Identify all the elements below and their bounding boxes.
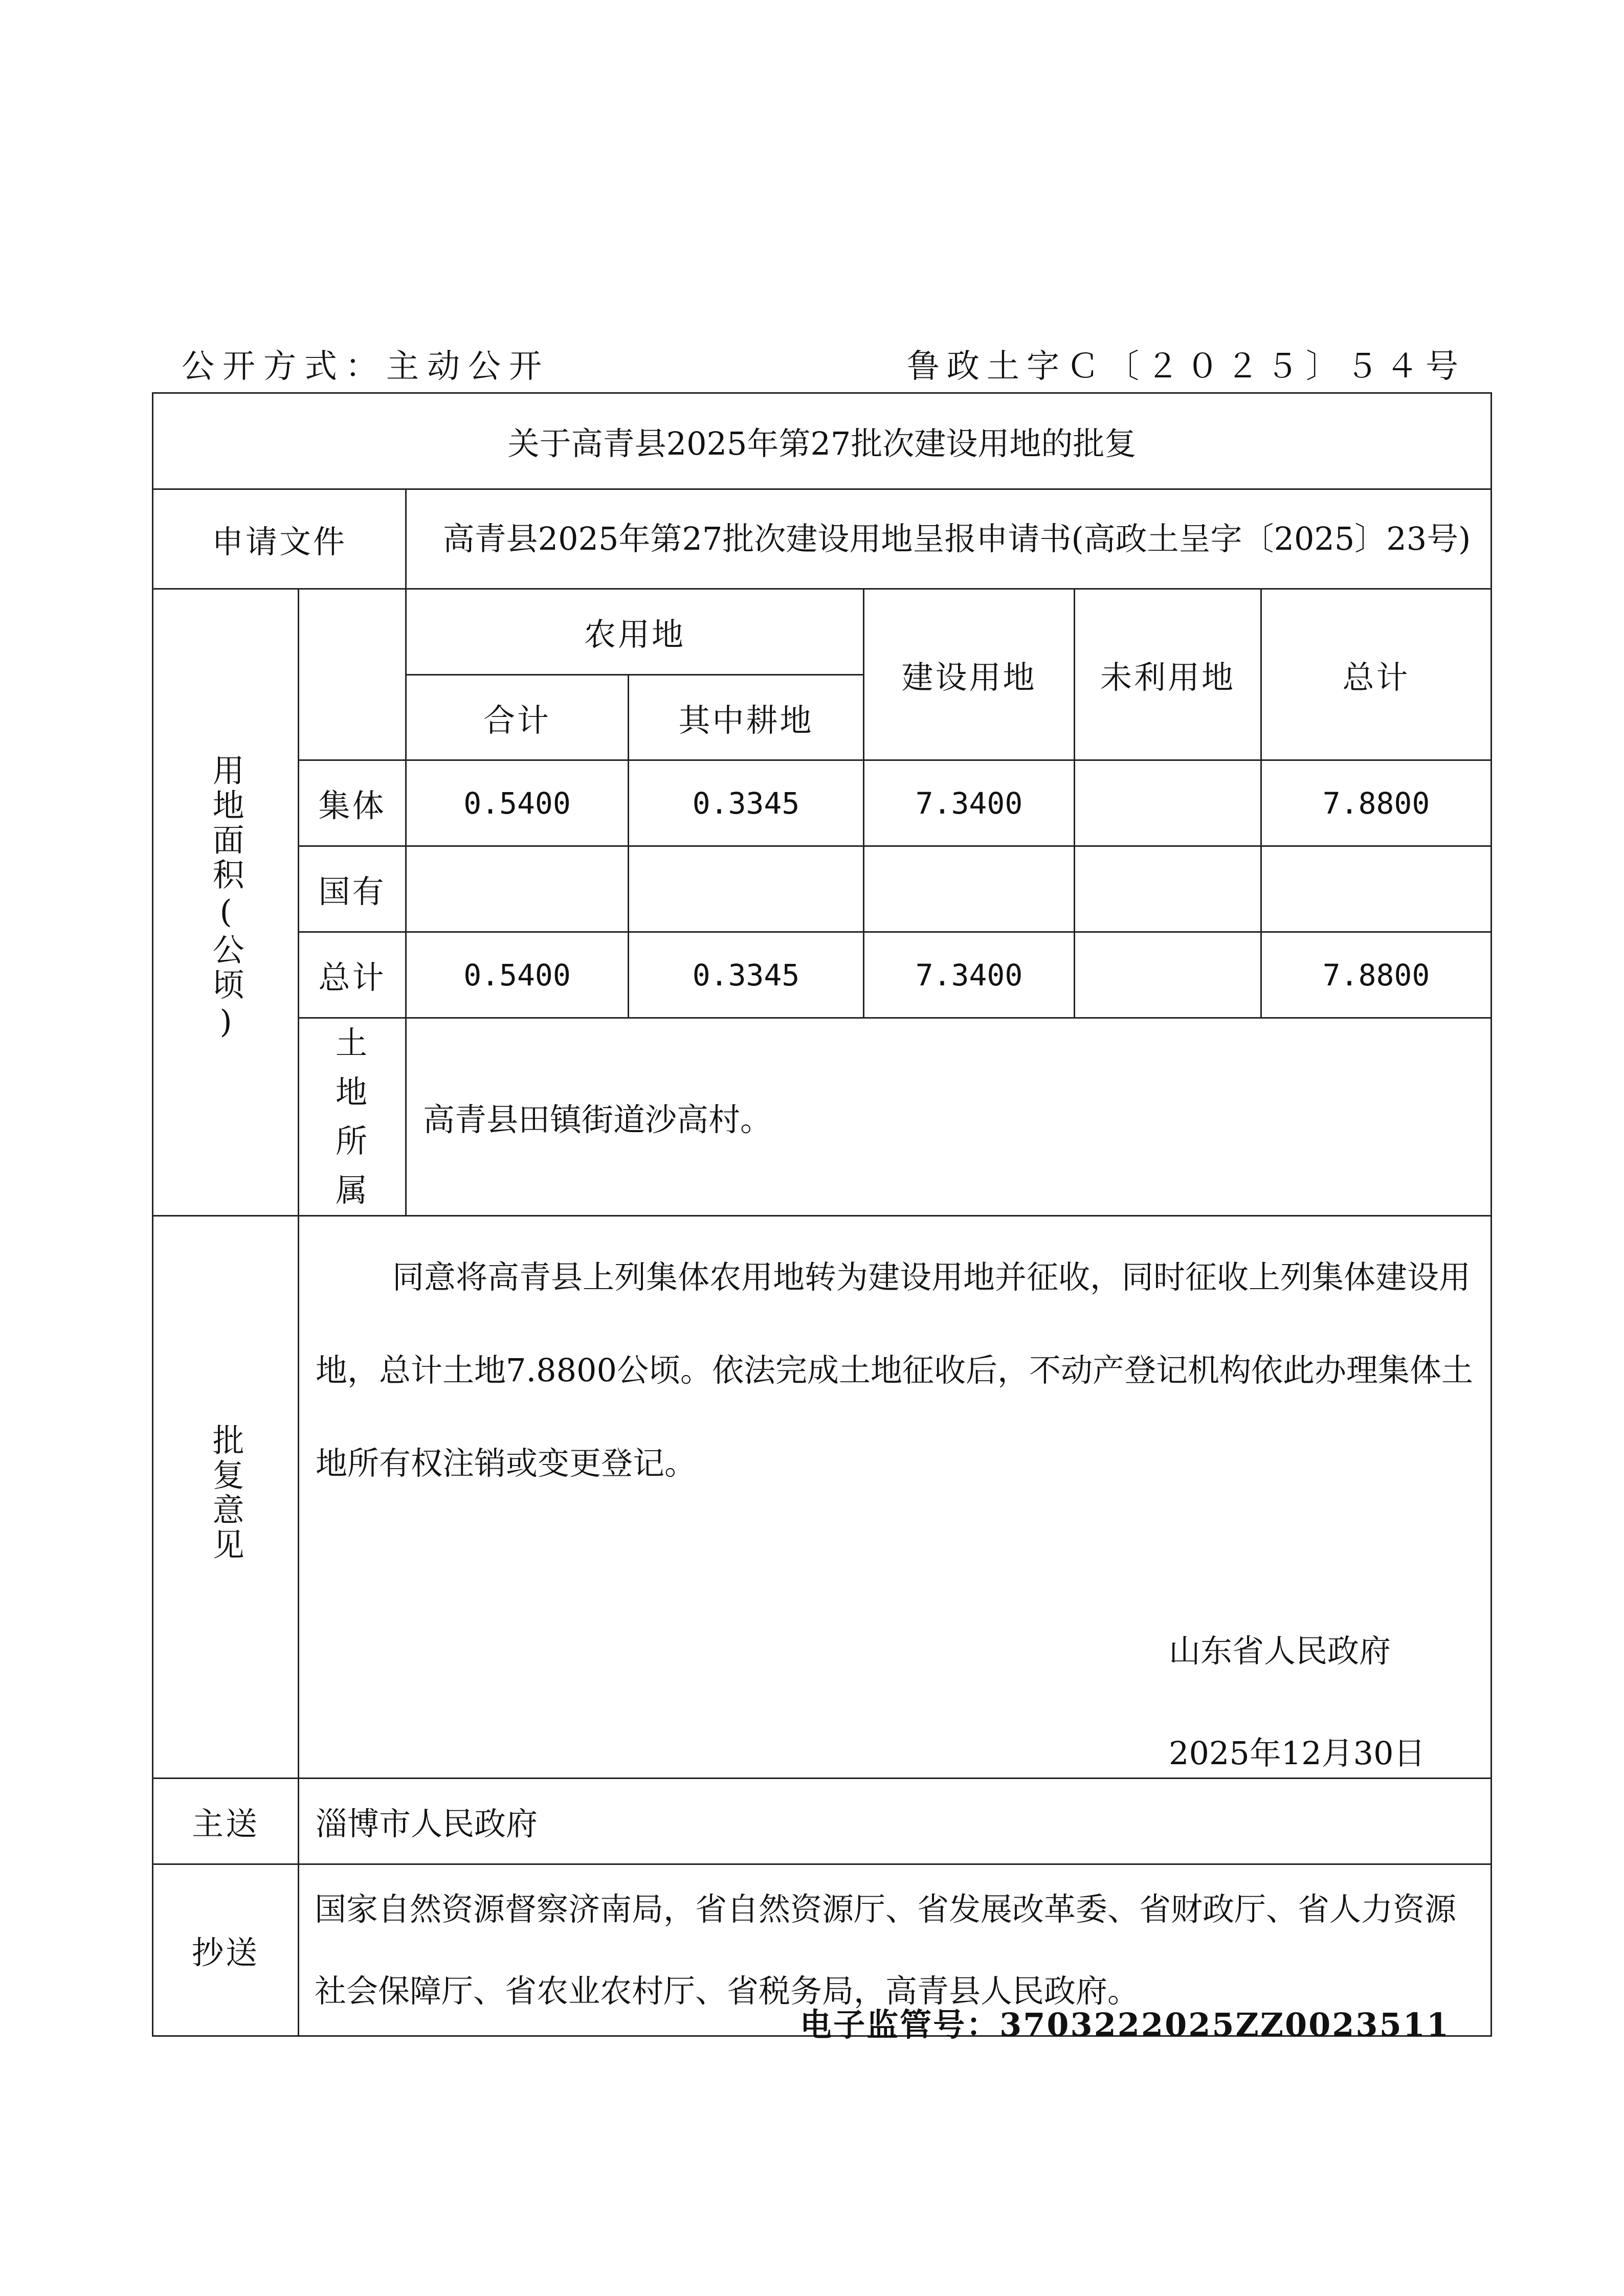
cc-label: 抄送 — [153, 1864, 299, 2036]
opinion-label-cell — [153, 1216, 299, 1779]
collective-total: 7.8800 — [1261, 760, 1492, 846]
total-total: 7.8800 — [1261, 932, 1492, 1018]
main-recipient: 淄博市人民政府 — [299, 1779, 1492, 1864]
electronic-supervision-number: 电子监管号：3703222025ZZ0023511 — [800, 2006, 1450, 2043]
document-title: 关于高青县2025年第27批次建设用地的批复 — [153, 393, 1492, 489]
disclosure-mode: 公开方式：主动公开 — [182, 348, 550, 386]
document-number: 鲁政土字Ｃ〔２０２５〕５４号 — [907, 348, 1465, 386]
total-unused — [1075, 932, 1261, 1018]
issuing-authority: 山东省人民政府 — [1169, 1632, 1391, 1670]
total-ag-cultivated: 0.3345 — [629, 932, 864, 1018]
approval-date: 2025年12月30日 — [1169, 1735, 1426, 1772]
collective-unused — [1075, 760, 1261, 846]
main-recipient-label: 主送 — [153, 1779, 299, 1864]
row-label-collective: 集体 — [299, 760, 406, 846]
document-meta-line — [182, 340, 1465, 386]
application-label: 申请文件 — [153, 489, 406, 589]
opinion-text: 同意将高青县上列集体农用地转为建设用地并征收，同时征收上列集体建设用地，总计土地7.8800公顷。依法完成土地征收后，不动产登记机构依此办理集体土地所有权注销或变更登记。 — [316, 1258, 1473, 1482]
total-ag-total: 0.5400 — [406, 932, 629, 1018]
state-construction — [864, 846, 1075, 932]
ownership-label: 土地所属 — [335, 1024, 369, 1209]
state-total — [1261, 846, 1492, 932]
ownership-text: 高青县田镇街道沙高村。 — [406, 1018, 1492, 1216]
opinion-label: 批复意见 — [207, 1424, 245, 1563]
ag-cultivated-header: 其中耕地 — [629, 675, 864, 760]
construction-land-header: 建设用地 — [864, 589, 1075, 760]
row-label-total: 总计 — [299, 932, 406, 1018]
area-section-label-cell — [153, 589, 299, 1216]
collective-ag-total: 0.5400 — [406, 760, 629, 846]
row-label-state: 国有 — [299, 846, 406, 932]
corner-blank-cell — [299, 589, 406, 760]
agricultural-land-header: 农用地 — [406, 589, 864, 675]
ownership-label-cell — [299, 1018, 406, 1216]
opinion-cell — [299, 1216, 1492, 1779]
state-ag-cultivated — [629, 846, 864, 932]
application-document: 高青县2025年第27批次建设用地呈报申请书(高政土呈字〔2025〕23号) — [406, 489, 1492, 589]
state-ag-total — [406, 846, 629, 932]
approval-table — [152, 392, 1492, 2037]
total-header: 总计 — [1261, 589, 1492, 760]
cc-recipients: 国家自然资源督察济南局，省自然资源厅、省发展改革委、省财政厅、省人力资源社会保障厅、省农业农村厅、省税务局，高青县人民政府。 — [299, 1864, 1492, 2036]
area-section-label: 用地面积(公顷) — [207, 754, 245, 1043]
signature-block — [1169, 1600, 1426, 1805]
ag-total-header: 合计 — [406, 675, 629, 760]
total-construction: 7.3400 — [864, 932, 1075, 1018]
collective-ag-cultivated: 0.3345 — [629, 760, 864, 846]
collective-construction: 7.3400 — [864, 760, 1075, 846]
state-unused — [1075, 846, 1261, 932]
unused-land-header: 未利用地 — [1075, 589, 1261, 760]
